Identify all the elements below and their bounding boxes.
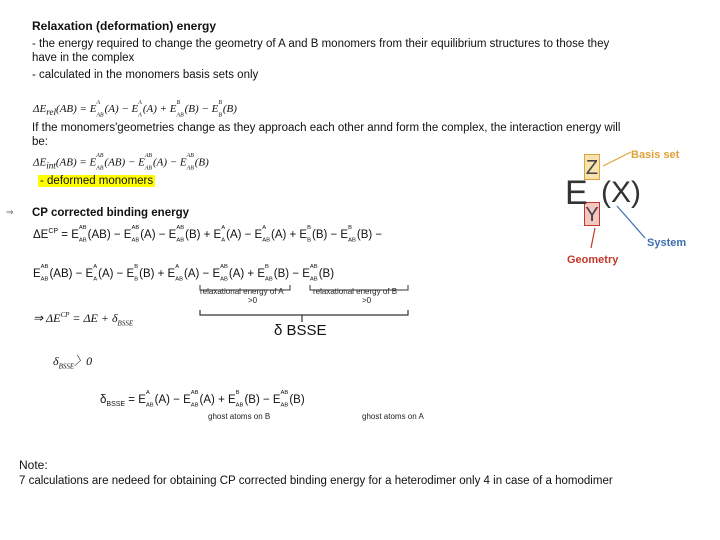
- delta-bsse-label: δ BSSE: [274, 322, 327, 339]
- interaction-text-line-1: If the monomers'geometries change as they approach each other annd form the complex, the interaction energy will: [32, 122, 621, 134]
- geometry-arrow: [591, 228, 595, 248]
- description-line-3: - calculated in the monomers basis sets only: [32, 69, 259, 81]
- bsse-equation: $\delta_{BSSE} = E^A$ $_{AB}(A) - E^{AB}$ $_{AB}(A) + E^B$ $_{AB}(B) - E^{AB}$ $_{AB}$(B): [100, 390, 305, 409]
- cp-heading: CP corrected binding energy: [32, 207, 189, 219]
- note-text: 7 calculations are nedeed for obtaining CP corrected binding energy for a heterodimer only 4 in case of a homodimer: [19, 475, 613, 487]
- relaxation-equation-text: $\Delta E_{rel}(AB) = E^A$ $_{AB}(A) - E^A$ $_A(A) + E^B$ $_{AB}(B) - E^B$ $_B$(B): [33, 100, 237, 119]
- relax-b-gt0: >0: [362, 296, 372, 305]
- energy-notation-diagram: [555, 140, 715, 270]
- cp-equation-2: $E^{AB}$ $_{AB}(AB) - E^A$ $_A(A) - E^B$ $_B(B) + E^A$ $_{AB}(A) - E^{AB}$ $_{AB}(A) + E^B$ $_{AB}(B) - E^{AB}$ $_{AB}$(B): [33, 264, 335, 283]
- interaction-equation: $\Delta E_{int}(AB) = E^{AB}$ $_{AB}(AB) - E^{AB}$ $_{AB}(A) - E^{AB}$ $_{AB}$(B): [33, 153, 209, 172]
- relax-a-gt0: >0: [248, 296, 258, 305]
- note-title: Note:: [19, 458, 48, 472]
- section-title-relaxation: Relaxation (deformation) energy: [32, 19, 217, 33]
- relax-a-label: relaxational energy of A: [200, 287, 284, 296]
- cp-sum-equation: ⇒ $\Delta E^{CP} = \Delta E + \delta_{BSSE}$: [33, 311, 134, 328]
- bsse-positive: $\delta_{BSSE}$〉0: [53, 354, 93, 371]
- deformed-monomers-label: [38, 174, 155, 188]
- x-argument: (X): [601, 176, 641, 209]
- system-label: System: [647, 237, 687, 249]
- relaxation-equation: [33, 100, 237, 120]
- geometry-label: Geometry: [567, 254, 619, 266]
- arrow-bullet-icon: ⇒: [6, 207, 14, 217]
- basis-set-arrow: [603, 152, 631, 166]
- relax-b-label: relaxational energy of B: [313, 287, 398, 296]
- y-box: Y: [585, 204, 599, 226]
- basis-set-label: Basis set: [631, 149, 680, 161]
- interaction-text-line-2: be:: [32, 136, 48, 148]
- description-line-1: - the energy required to change the geometry of A and B monomers from their equilibrium structures to those they: [32, 38, 610, 50]
- deformed-monomers-highlight: - deformed monomers: [40, 175, 154, 187]
- z-box: Z: [584, 154, 600, 180]
- bsse-brace: [200, 310, 408, 322]
- cp-equation-1: $\Delta E^{CP} = E^{AB}$ $_{AB}(AB) - E^{AB}$ $_{AB}(A) - E^{AB}$ $_{AB}(B) + E^A$ $_A(A) - E^A$ $_{AB}(A) + E^B$ $_B(B) - E^B$ $_{AB}$(B) −: [33, 225, 383, 244]
- ghost-atoms-b-label: ghost atoms on B: [208, 412, 271, 421]
- system-arrow: [617, 206, 645, 238]
- ghost-atoms-a-label: ghost atoms on A: [362, 412, 424, 421]
- description-line-2: have in the complex: [32, 52, 135, 64]
- e-symbol: E: [565, 174, 588, 212]
